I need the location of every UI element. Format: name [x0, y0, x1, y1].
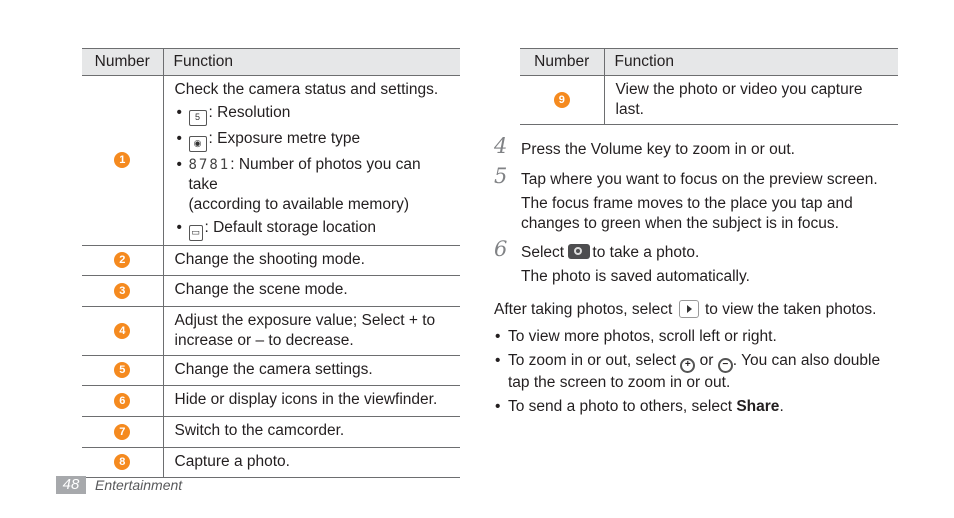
number-badge: 6 [114, 393, 130, 409]
page-number: 48 [56, 476, 86, 494]
share-label: Share [736, 398, 780, 415]
table-row [520, 76, 898, 125]
header-function: Function [163, 49, 460, 76]
tips-list [494, 327, 880, 421]
row-text: Hide or display icons in the viewfinder. [163, 386, 460, 417]
function-table-left [82, 48, 460, 478]
step-text: Select to take a photo. [521, 244, 700, 261]
number-badge: 1 [114, 152, 130, 168]
zoom-in-icon: + [680, 358, 695, 373]
step-subtext: The focus frame moves to the place you tap and [521, 195, 853, 212]
row-text: Check the camera status and settings. [174, 81, 439, 98]
resolution-icon: 5 [189, 110, 207, 126]
number-badge: 2 [114, 252, 130, 268]
header-function: Function [604, 49, 898, 76]
zoom-out-icon: − [718, 358, 733, 373]
table-row [82, 276, 460, 307]
step-subtext: The photo is saved automatically. [521, 268, 750, 285]
table-header [82, 49, 460, 76]
row-text: View the photo or video you capture last. [604, 76, 898, 125]
camera-icon [568, 244, 590, 259]
number-badge: 3 [114, 283, 130, 299]
step-text: Tap where you want to focus on the preview screen. [521, 171, 878, 188]
step-text: Press the Volume key to zoom in or out. [521, 141, 795, 158]
header-number: Number [82, 49, 163, 76]
list-item: • 5 : Resolution [175, 103, 451, 126]
exposure-metre-icon: ◉ [189, 136, 207, 152]
list-item: • 8781: Number of photos you can take (according to available memory) [175, 155, 451, 215]
row-text: Change the camera settings. [163, 356, 460, 386]
step-subtext: changes to green when the subject is in focus. [521, 215, 839, 232]
header-number: Number [520, 49, 604, 76]
table-row [82, 417, 460, 448]
photo-count-icon: 8781 [188, 157, 231, 173]
table-header [520, 49, 898, 76]
number-badge: 4 [114, 323, 130, 339]
section-name: Entertainment [95, 477, 183, 493]
list-item: • ◉ : Exposure metre type [175, 129, 451, 152]
row-text: Switch to the camcorder. [163, 417, 460, 448]
number-badge: 7 [114, 424, 130, 440]
list-item: • ▭ : Default storage location [175, 218, 451, 241]
number-badge: 9 [554, 92, 570, 108]
step-number: 5 [494, 164, 508, 188]
list-item: • To send a photo to others, select Share. [494, 397, 880, 417]
step-number: 6 [494, 237, 508, 261]
after-paragraph: After taking photos, select to view the taken photos. [494, 301, 877, 318]
table-row [82, 356, 460, 386]
step-number: 4 [494, 134, 508, 158]
function-table-right [520, 48, 898, 125]
row-text: Adjust the exposure value; Select + to increase or – to decrease. [163, 307, 460, 356]
status-list [175, 103, 451, 241]
table-row [82, 386, 460, 417]
list-item: • To view more photos, scroll left or right. [494, 327, 880, 347]
row-text: Change the shooting mode. [163, 246, 460, 276]
list-item: • To zoom in or out, select + or − . You can also double tap the screen to zoom in or out. [494, 351, 880, 393]
row-text: Capture a photo. [163, 448, 460, 478]
number-badge: 5 [114, 362, 130, 378]
table-row [82, 76, 460, 246]
play-icon [679, 300, 699, 318]
table-row [82, 246, 460, 276]
row-text: Change the scene mode. [163, 276, 460, 307]
storage-icon: ▭ [189, 225, 203, 241]
table-row [82, 448, 460, 478]
table-row [82, 307, 460, 356]
number-badge: 8 [114, 454, 130, 470]
